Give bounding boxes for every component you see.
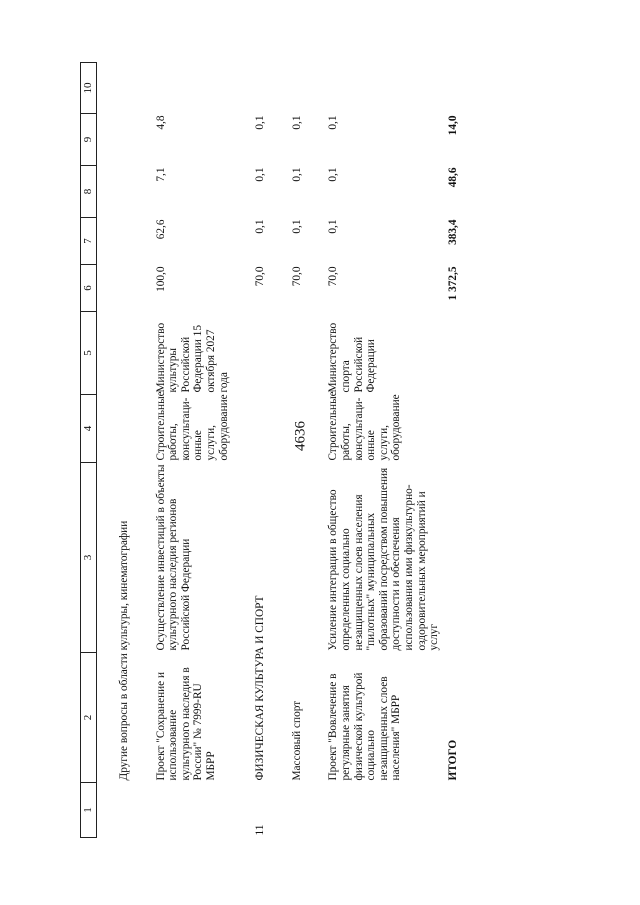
col-header: 1 <box>81 783 97 838</box>
rotated-page <box>30 57 610 847</box>
value-col6: 70,0 <box>254 266 267 287</box>
value-col7: 0,1 <box>254 219 267 234</box>
project-description: Осуществление инвестиций в объекты культурного наследия регионов Российской Федерации <box>154 464 192 651</box>
col-header: 4 <box>81 395 97 463</box>
value-col7: 62,6 <box>154 219 167 240</box>
agency: Министерство спорта Российской Федерации <box>327 322 378 393</box>
total-col6: 1 372,5 <box>446 266 459 301</box>
project-name: Проект "Сохранение и использование культурного наследия в России" № 7999-RU МБРР <box>154 667 217 781</box>
total-col8: 48,6 <box>446 167 459 188</box>
total-row <box>444 63 463 838</box>
value-col6: 100,0 <box>154 266 167 292</box>
col-header: 10 <box>81 63 97 114</box>
total-col9: 14,0 <box>446 115 459 136</box>
col-header: 6 <box>81 265 97 312</box>
value-col6: 70,0 <box>290 266 303 287</box>
col-header: 2 <box>81 653 97 783</box>
total-label: ИТОГО <box>446 739 459 781</box>
value-col8: 7,1 <box>154 167 167 182</box>
col-header: 8 <box>81 166 97 218</box>
value-col7: 0,1 <box>290 219 303 234</box>
section-number: 11 <box>254 824 267 836</box>
table-row <box>152 63 234 838</box>
value-col9: 0,1 <box>254 115 267 130</box>
section-title: ФИЗИЧЕСКАЯ КУЛЬТУРА И СПОРТ <box>254 595 267 781</box>
value-col8: 0,1 <box>327 167 340 182</box>
value-col9: 0,1 <box>290 115 303 130</box>
value-col9: 4,8 <box>154 115 167 130</box>
expense-type: Строительные работы, консультаци-онные услуги, оборудование <box>154 391 230 461</box>
table-row <box>288 63 307 838</box>
col-header: 3 <box>81 463 97 653</box>
value-col8: 0,1 <box>254 167 267 182</box>
value-col8: 0,1 <box>290 167 303 182</box>
col-header: 5 <box>81 312 97 395</box>
budget-table <box>80 62 462 838</box>
value-col9: 0,1 <box>327 115 340 130</box>
col-header: 9 <box>81 114 97 166</box>
row-title: Другие вопросы в области культуры, кинематографии <box>118 520 130 781</box>
header-row <box>81 63 97 838</box>
total-col7: 383,4 <box>446 219 459 245</box>
agency: Министерство культуры Российской Федерации 15 октября 2027 года <box>154 322 230 393</box>
page-number: 4636 <box>292 421 309 451</box>
value-col6: 70,0 <box>327 266 340 287</box>
table-row <box>251 63 270 838</box>
table-row <box>115 63 134 838</box>
value-col7: 0,1 <box>327 219 340 234</box>
project-name: Проект "Вовлечение в регулярные занятия физической культурой социально незащищенных слоев населения" МБРР <box>327 672 403 781</box>
expense-type: Строительные работы, консультаци-онные услуги, оборудование <box>327 391 403 461</box>
table-row <box>324 63 443 838</box>
col-header: 7 <box>81 218 97 265</box>
project-description: Усиление интеграции в общество определенных социально незащищенных слоев населения "пилотных" муниципальных образований посредством повышения доступности и обеспечения использования ими физкультурно-оздоровительных мероприятий и услуг <box>327 467 441 651</box>
row-title: Массовый спорт <box>290 700 303 781</box>
